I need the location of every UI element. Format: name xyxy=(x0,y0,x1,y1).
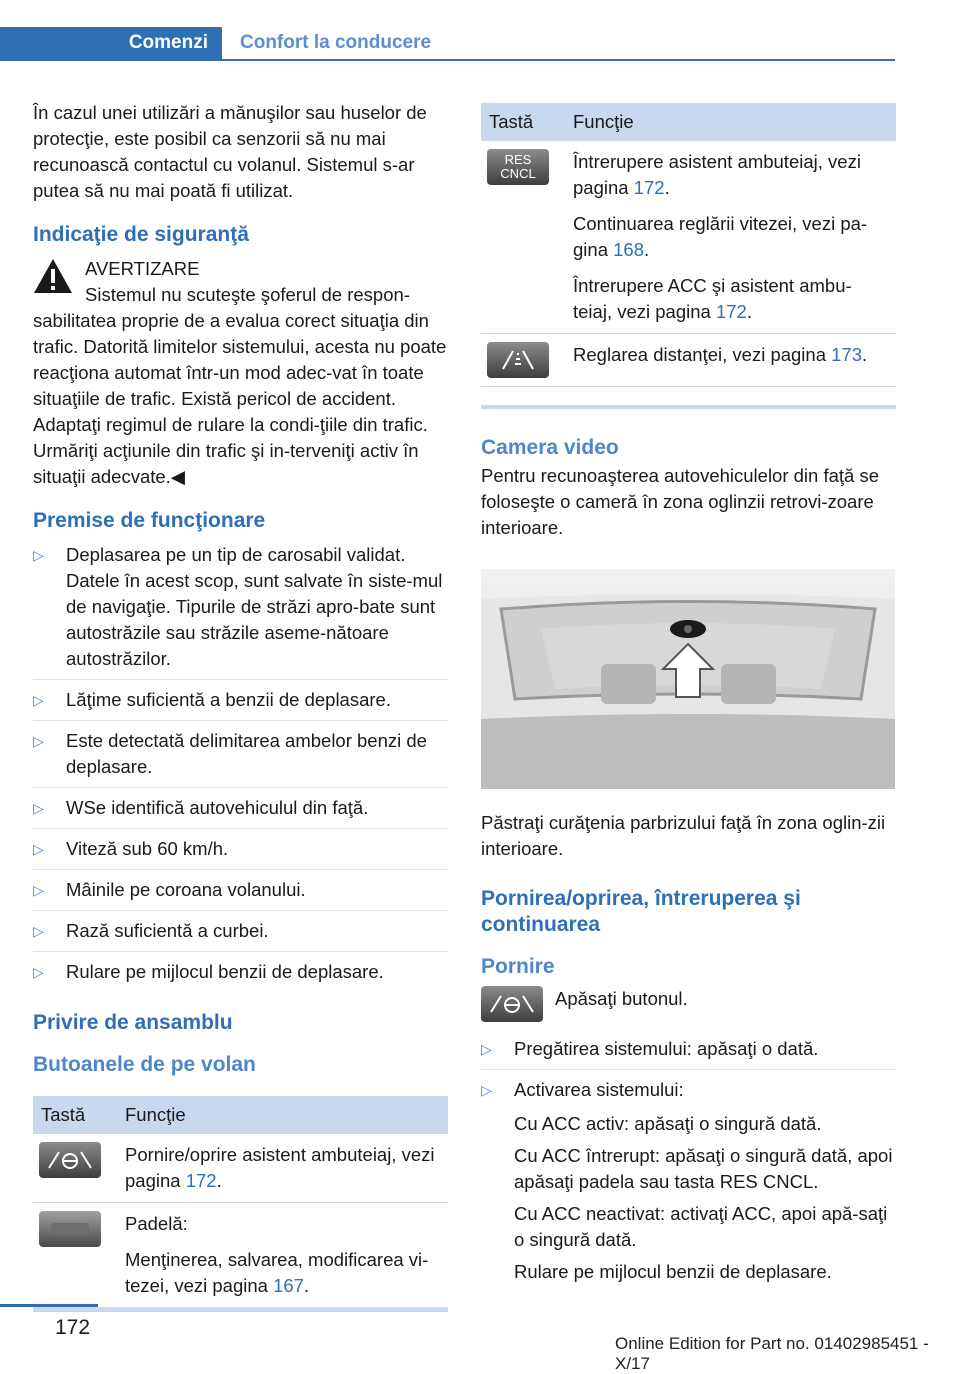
pornire-heading: Pornire xyxy=(481,955,555,978)
paddle-label: Padelă: xyxy=(125,1213,188,1234)
page-link[interactable]: 168 xyxy=(613,239,644,260)
overview-heading: Privire de ansamblu xyxy=(33,1011,233,1034)
column-header-key: Tastă xyxy=(33,1096,117,1134)
list-item: ▷ Rulare pe mijlocul benzii de deplasare. xyxy=(33,959,448,992)
warning-triangle-icon xyxy=(33,258,73,294)
bullet-arrow-icon: ▷ xyxy=(33,923,44,939)
bullet-arrow-icon: ▷ xyxy=(481,1041,492,1057)
camera-text: Pentru recunoaşterea autovehiculelor din faţă se foloseşte o cameră în zona oglinzii retrovi‐zoare interioare. xyxy=(481,465,880,538)
list-item: ▷ Rază suficientă a curbei. xyxy=(33,918,448,952)
steering-keys-table xyxy=(33,1096,448,1308)
column-header-key: Tastă xyxy=(481,103,565,141)
edition-note: Online Edition for Part no. 01402985451 - X/17 xyxy=(615,1334,929,1373)
camera-heading: Camera video xyxy=(481,436,619,459)
start-steps-list xyxy=(481,1036,896,1292)
tab-comenzi[interactable]: Comenzi xyxy=(0,27,222,59)
safety-heading: Indicaţie de siguranţă xyxy=(33,223,249,246)
premise-heading: Premise de funcţionare xyxy=(33,509,266,532)
bullet-arrow-icon: ▷ xyxy=(33,964,44,980)
list-item: ▷ Activarea sistemului: Cu ACC activ: apăsaţi o singură dată. Cu ACC întrerupt: apăsaţi o singură dată, apoi apăsaţi padela sau tasta RES CNCL. Cu ACC neactivat: activaţi ACC, apoi apă‐saţi o singură dată. Rulare pe mijlocul benzii de deplasare. xyxy=(481,1079,893,1282)
footer-rule xyxy=(0,1304,98,1307)
steering-assist-button-icon xyxy=(39,1142,101,1178)
table-end-rule xyxy=(33,1308,448,1312)
list-item: ▷ Mâinile pe coroana volanului. xyxy=(33,877,448,911)
windshield-camera-photo xyxy=(481,569,895,789)
steering-buttons-heading: Butoanele de pe volan xyxy=(33,1053,256,1076)
distance-button-icon xyxy=(487,342,549,378)
list-item: ▷ Este detectată delimitarea ambelor benzi de deplasare. xyxy=(33,728,448,788)
page-link[interactable]: 172 xyxy=(185,1170,217,1191)
table-row: RES CNCL Întrerupere asistent ambuteiaj, vezi pagina 172. Continuarea reglării vitezei, vezi pa‐gina 168. Întrerupere ACC şi asistent ambu‐teiaj, vezi pagina 172. xyxy=(481,141,896,334)
list-item: ▷ Viteză sub 60 km/h. xyxy=(33,836,448,870)
bullet-arrow-icon: ▷ xyxy=(33,841,44,857)
table-row: Pornire/oprire asistent ambuteiaj, vezi pagina 172. xyxy=(33,1134,448,1203)
page-number: 172 xyxy=(55,1316,91,1339)
camera-note: Păstraţi curăţenia parbrizului faţă în zona oglin‐zii interioare. xyxy=(481,812,886,859)
tab-confort-la-conducere[interactable]: Confort la conducere xyxy=(240,32,432,53)
list-item: ▷ WSe identifică autovehiculul din faţă. xyxy=(33,795,448,829)
bullet-arrow-icon: ▷ xyxy=(33,547,44,563)
bullet-arrow-icon: ▷ xyxy=(33,882,44,898)
header-rule xyxy=(0,59,895,61)
page-link[interactable]: 167 xyxy=(273,1275,304,1296)
header-bar xyxy=(0,27,895,61)
press-button-text: Apăsaţi butonul. xyxy=(555,988,688,1009)
table-row: Reglarea distanţei, vezi pagina 173. xyxy=(481,334,896,387)
table-row: Padelă: Menţinerea, salvarea, modificarea vi‐tezei, vezi pagina 167. xyxy=(33,1203,448,1308)
warning-title: AVERTIZARE xyxy=(85,258,200,279)
intro-paragraph: În cazul unei utilizări a mănuşilor sau huselor de protecţie, este posibil ca senzorii să nu mai recunoască contactul cu volanul. Sistemul s-ar putea să nu mai poată fi utilizat. xyxy=(33,102,427,201)
warning-block xyxy=(33,256,448,282)
column-header-function: Funcţie xyxy=(117,1096,448,1134)
page-link[interactable]: 173 xyxy=(831,344,863,365)
right-column xyxy=(481,103,896,1299)
premise-list xyxy=(33,542,448,992)
left-column xyxy=(33,100,448,1312)
page-link[interactable]: 172 xyxy=(633,177,665,198)
bullet-arrow-icon: ▷ xyxy=(33,692,44,708)
res-cncl-button-icon: RES CNCL xyxy=(487,149,549,185)
paddle-icon xyxy=(39,1211,101,1247)
start-stop-heading: Pornirea/oprirea, întreruperea şi continuarea xyxy=(481,887,801,936)
list-item: ▷ Deplasarea pe un tip de carosabil validat. Datele în acest scop, sunt salvate în siste‐mul de navigaţie. Tipurile de străzi apro‐bate sunt autostrăzile sau străzile aseme‐nătoare autostrăzilor. xyxy=(33,542,448,680)
bullet-arrow-icon: ▷ xyxy=(33,800,44,816)
column-header-function: Funcţie xyxy=(565,103,896,141)
press-button-row xyxy=(481,986,896,1022)
list-item: ▷ Pregătirea sistemului: apăsaţi o dată. xyxy=(481,1036,896,1070)
list-item: ▷ Lăţime suficientă a benzii de deplasare. xyxy=(33,687,448,721)
steering-assist-button-icon xyxy=(481,986,543,1022)
bullet-arrow-icon: ▷ xyxy=(481,1082,492,1098)
bullet-arrow-icon: ▷ xyxy=(33,733,44,749)
keys-table-continued xyxy=(481,103,896,387)
table-end-rule xyxy=(481,405,896,409)
page-link[interactable]: 172 xyxy=(715,301,747,322)
warning-text: Sistemul nu scuteşte şoferul de respon‐sabilitatea proprie de a evalua corect situaţia din trafic. Datorită limitelor sistemului, acesta nu poate reacţiona automat într-un mod adec‐vat în toate situaţiile de trafic. Există pericol de accident. Adaptaţi regimul de rulare la condi‐ţiile din trafic. Urmăriţi acţiunile din trafic şi in‐terveniţi activ în situaţii adecvate.◀ xyxy=(33,284,447,487)
